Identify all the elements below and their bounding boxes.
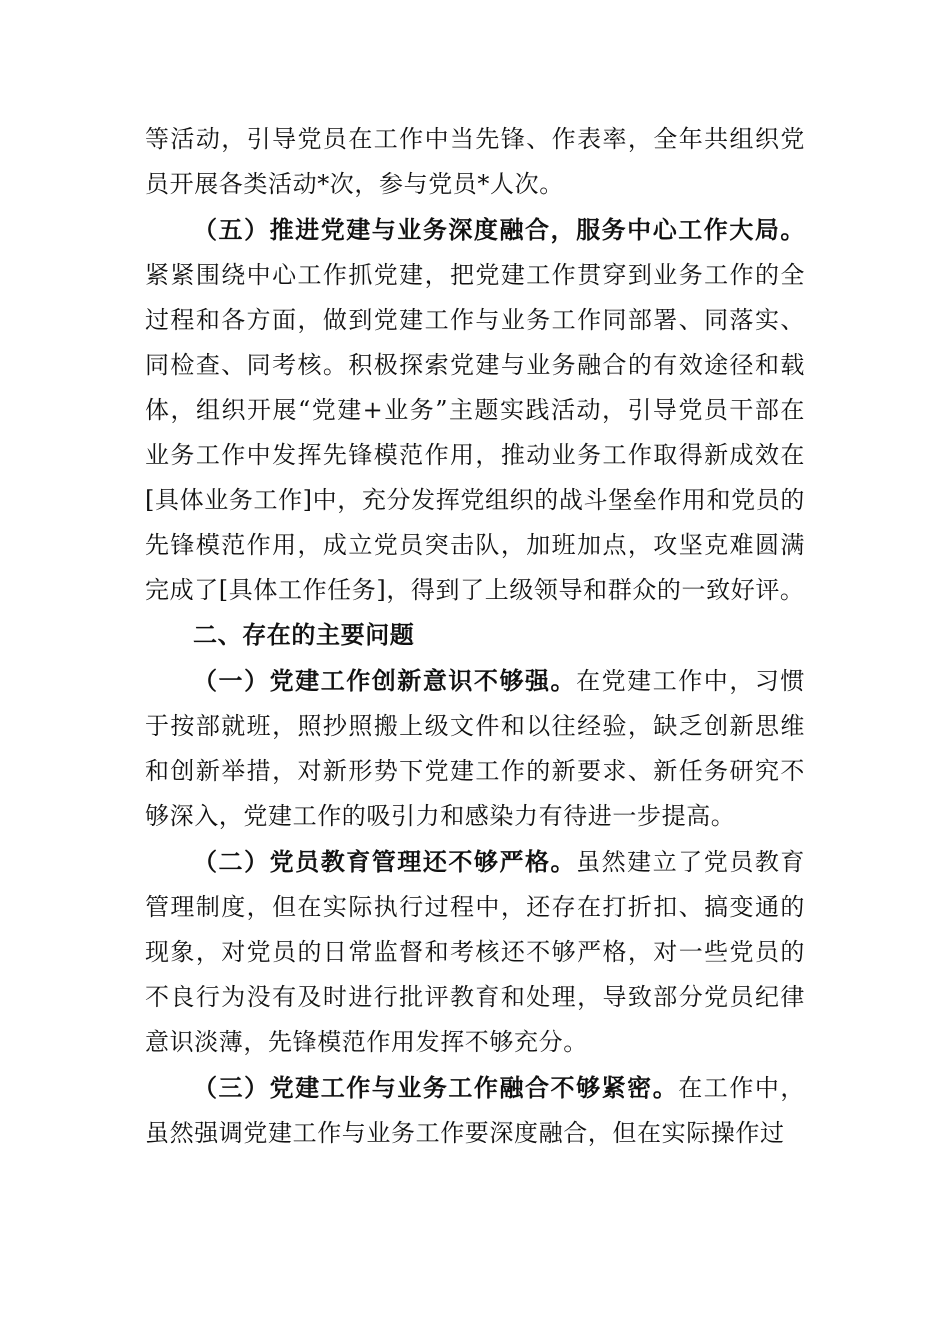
paragraph-problem-three — [145, 1065, 805, 1156]
paragraph-text: 在党建工作中，习惯于按部就班，照抄照搬上级文件和以往经验，缺乏创新思维和创新举措，对新形势下党建工作的新要求、新任务研究不够深入，党建工作的吸引力和感染力有待进一步提高。 — [145, 667, 806, 830]
paragraph-text: 等活动，引导党员在工作中当先锋、作表率，全年共组织党员开展各类活动*次，参与党员*人次。 — [145, 125, 805, 198]
paragraph-text: 紧紧围绕中心工作抓党建，把党建工作贯穿到业务工作的全过程和各方面，做到党建工作与业务工作同部署、同落实、同检查、同考核。积极探索党建与业务融合的有效途径和载体，组织开展“党建+业务”主题实践活动，引导党员干部在业务工作中发挥先锋模范作用，推动业务工作取得新成效在[具体业务工作]中，充分发挥党组织的战斗堡垒作用和党员的先锋模范作用，成立党员突击队，加班加点，攻坚克难圆满完成了[具体工作任务]，得到了上级领导和群众的一致好评。 — [145, 261, 805, 604]
paragraph-five-integration — [145, 207, 805, 613]
paragraph-lead-heading: （一）党建工作创新意识不够强。 — [193, 666, 577, 695]
paragraph-text: 在工作中，虽然强调党建工作与业务工作要深度融合，但在实际操作过 — [145, 1074, 806, 1147]
paragraph-problem-two — [145, 839, 805, 1065]
paragraph-lead-heading: （五）推进党建与业务深度融合，服务中心工作大局。 — [193, 215, 805, 244]
paragraph-lead-heading: （二）党员教育管理还不够严格。 — [193, 847, 577, 876]
paragraph-continuation — [145, 117, 805, 207]
document-body — [145, 117, 805, 1156]
section-heading-main-problems: 二、存在的主要问题 — [193, 621, 415, 649]
paragraph-text: 虽然建立了党员教育管理制度，但在实际执行过程中，还存在打折扣、搞变通的现象，对党员的日常监督和考核还不够严格，对一些党员的不良行为没有及时进行批评教育和处理，导致部分党员纪律意识淡薄，先锋模范作用发挥不够充分。 — [145, 848, 806, 1056]
paragraph-lead-heading: （三）党建工作与业务工作融合不够紧密。 — [193, 1073, 679, 1102]
paragraph-problem-one — [145, 658, 805, 839]
